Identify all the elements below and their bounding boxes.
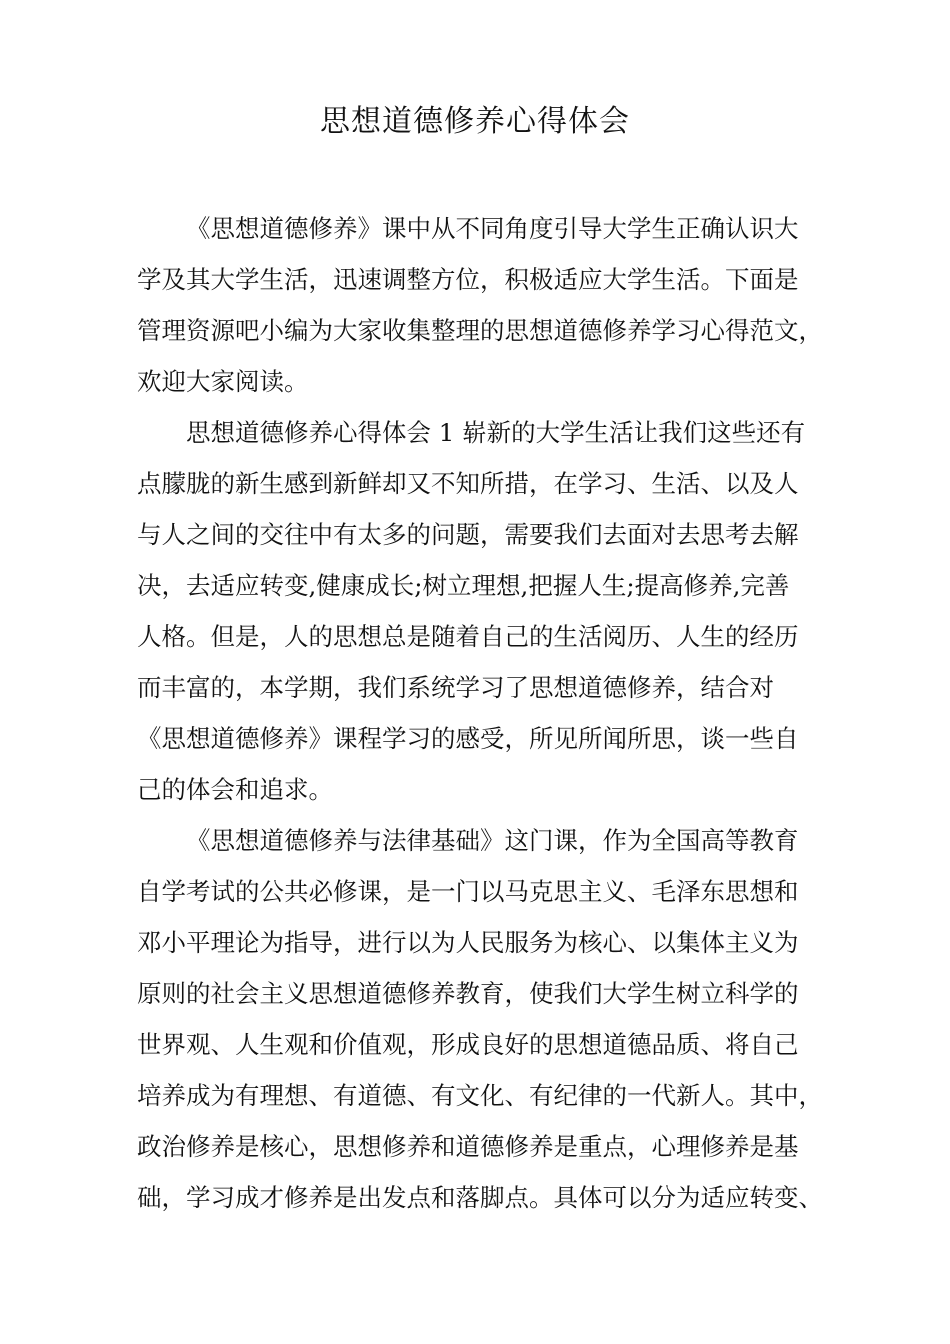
- paragraph-line: 世界观、人生观和价值观，形成良好的思想道德品质、将自己: [137, 1030, 799, 1059]
- paragraph-line: 人格。但是，人的思想总是随着自己的生活阅历、人生的经历: [137, 622, 799, 651]
- paragraph-line: 础，学习成才修养是出发点和落脚点。具体可以分为适应转变、: [137, 1183, 823, 1212]
- paragraph-line: 决，去适应转变,健康成长;树立理想,把握人生;提高修养,完善: [137, 571, 790, 600]
- paragraph-line: 邓小平理论为指导，进行以为人民服务为核心、以集体主义为: [137, 928, 799, 957]
- paragraph-line: 与人之间的交往中有太多的问题，需要我们去面对去思考去解: [137, 520, 799, 549]
- paragraph-line: 《思想道德修养》课中从不同角度引导大学生正确认识大: [186, 214, 799, 243]
- paragraph-line: 政治修养是核心，思想修养和道德修养是重点，心理修养是基: [137, 1132, 799, 1161]
- paragraph-line: 自学考试的公共必修课，是一门以马克思主义、毛泽东思想和: [137, 877, 799, 906]
- paragraph-line: 《思想道德修养》课程学习的感受，所见所闻所思，谈一些自: [137, 724, 799, 753]
- paragraph-line: 管理资源吧小编为大家收集整理的思想道德修养学习心得范文，: [137, 316, 823, 345]
- document-title: 思想道德修养心得体会: [320, 104, 630, 139]
- paragraph-line: 培养成为有理想、有道德、有文化、有纪律的一代新人。其中，: [137, 1081, 823, 1110]
- paragraph-line: 己的体会和追求。: [137, 775, 333, 804]
- paragraph-line: 而丰富的，本学期，我们系统学习了思想道德修养，结合对: [137, 673, 774, 702]
- paragraph-line: 欢迎大家阅读。: [137, 367, 309, 396]
- paragraph-line: 点朦胧的新生感到新鲜却又不知所措，在学习、生活、以及人: [137, 469, 799, 498]
- document-body: [137, 203, 837, 1223]
- paragraph-line: 学及其大学生活，迅速调整方位，积极适应大学生活。下面是: [137, 265, 799, 294]
- paragraph-line: 《思想道德修养与法律基础》这门课，作为全国高等教育: [186, 826, 799, 855]
- paragraph-line: 原则的社会主义思想道德修养教育，使我们大学生树立科学的: [137, 979, 799, 1008]
- paragraph-line: 思想道德修养心得体会 1 崭新的大学生活让我们这些还有: [186, 418, 806, 447]
